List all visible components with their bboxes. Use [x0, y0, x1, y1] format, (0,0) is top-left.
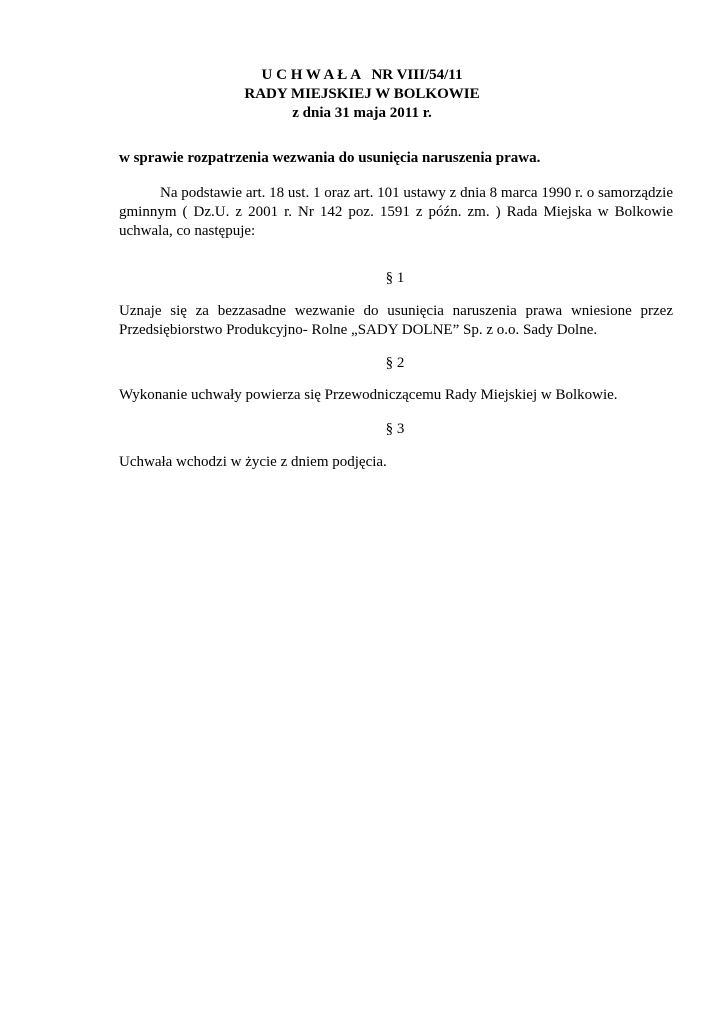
preamble-line: gminnym ( Dz.U. z 2001 r. Nr 142 poz. 1591 z późn. zm. ) Rada Miejska w Bolkowie	[119, 204, 673, 220]
resolution-header	[0, 66, 724, 123]
section-2-heading: § 2	[385, 355, 405, 371]
section-3-text	[119, 453, 673, 472]
section-1-heading: § 1	[385, 270, 405, 286]
section-text-line: Uchwała wchodzi w życie z dniem podjęcia.	[119, 454, 387, 470]
section-1-text	[119, 302, 673, 340]
preamble-line: Na podstawie art. 18 ust. 1 oraz art. 101 ustawy z dnia 8 marca 1990 r. o samorządzie	[160, 185, 673, 201]
section-2-text	[119, 386, 673, 405]
section-text-line: Uznaje się za bezzasadne wezwanie do usunięcia naruszenia prawa wniesione przez	[119, 303, 673, 319]
resolution-date: z dnia 31 maja 2011 r.	[292, 105, 432, 121]
resolution-number: U C H W A Ł A NR VIII/54/11	[261, 67, 463, 83]
section-3-heading: § 3	[385, 421, 405, 437]
issuing-council: RADY MIEJSKIEJ W BOLKOWIE	[244, 86, 480, 102]
preamble-paragraph	[119, 184, 673, 241]
section-text-line: Wykonanie uchwały powierza się Przewodniczącemu Rady Miejskiej w Bolkowie.	[119, 387, 618, 403]
resolution-subject: w sprawie rozpatrzenia wezwania do usunięcia naruszenia prawa.	[119, 150, 541, 166]
section-text-line: Przedsiębiorstwo Produkcyjno- Rolne „SADY DOLNE” Sp. z o.o. Sady Dolne.	[119, 322, 598, 338]
preamble-line: uchwala, co następuje:	[119, 223, 256, 239]
